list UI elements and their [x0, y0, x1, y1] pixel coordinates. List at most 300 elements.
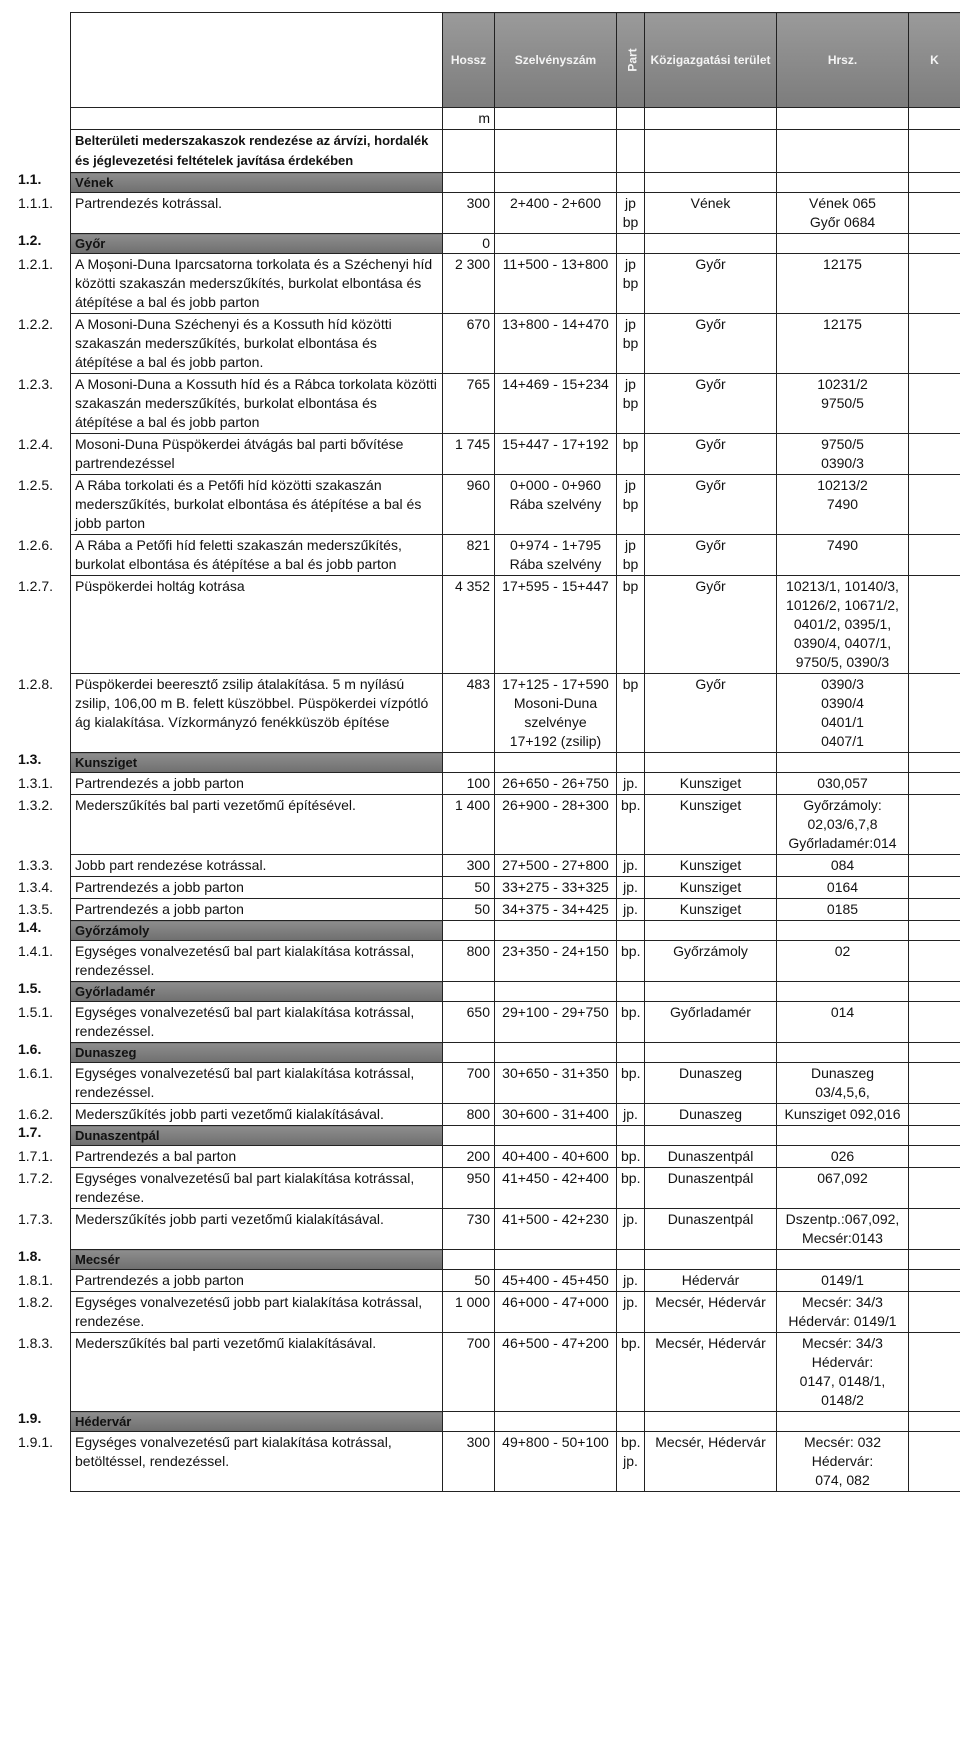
item-number: 1.3.5.: [18, 900, 54, 917]
item-chainage: 11+500 - 13+800: [495, 254, 617, 314]
empty-cell: [909, 234, 960, 254]
empty-cell: [909, 1168, 960, 1209]
header-row: [71, 13, 960, 108]
table-row: [71, 374, 960, 434]
item-bank: bp: [617, 434, 645, 475]
item-bank: jp bp: [617, 193, 645, 234]
table-row: [71, 314, 960, 374]
item-parcel: 12175: [777, 254, 909, 314]
table-row: [71, 1333, 960, 1412]
empty-cell: [909, 674, 960, 753]
empty-cell: [645, 921, 777, 941]
item-description: Mederszűkítés bal parti vezetőmű kialakításával.: [71, 1333, 443, 1412]
section-number: 1.7.: [18, 1123, 42, 1140]
item-chainage: 30+650 - 31+350: [495, 1063, 617, 1104]
item-number: 1.2.4.: [18, 435, 54, 452]
empty-cell: [777, 234, 909, 254]
empty-cell: [909, 1126, 960, 1146]
empty-cell: [909, 374, 960, 434]
empty-cell: [909, 314, 960, 374]
empty-cell: [909, 434, 960, 475]
item-number: 1.8.3.: [18, 1334, 54, 1351]
item-bank: jp.: [617, 1292, 645, 1333]
section-number: 1.6.: [18, 1040, 42, 1057]
item-bank: jp bp: [617, 374, 645, 434]
item-number: 1.5.1.: [18, 1003, 54, 1020]
item-description: Egységes vonalvezetésű bal part kialakítása kotrással, rendezéssel.: [71, 1063, 443, 1104]
item-length: 50: [443, 1270, 495, 1292]
empty-cell: [909, 753, 960, 773]
item-chainage: 30+600 - 31+400: [495, 1104, 617, 1126]
item-description: Egységes vonalvezetésű part kialakítása kotrással, betöltéssel, rendezéssel.: [71, 1432, 443, 1492]
item-admin-area: Mecsér, Hédervár: [645, 1292, 777, 1333]
item-description: A Rába torkolati és a Petőfi híd közötti szakaszán mederszűkítés, burkolat elbontása és átépítése a bal és jobb parton: [71, 475, 443, 535]
item-length: 1 745: [443, 434, 495, 475]
empty-cell: [495, 234, 617, 254]
empty-cell: [909, 1209, 960, 1250]
table-row: [71, 1292, 960, 1333]
item-number: 1.3.4.: [18, 878, 54, 895]
empty-cell: [909, 1412, 960, 1432]
item-chainage: 17+595 - 15+447: [495, 576, 617, 674]
item-length: 730: [443, 1209, 495, 1250]
empty-cell: [909, 1002, 960, 1043]
empty-cell: [617, 1412, 645, 1432]
item-parcel: 0185: [777, 899, 909, 921]
section-number: 1.3.: [18, 750, 42, 767]
item-admin-area: Dunaszentpál: [645, 1146, 777, 1168]
item-description: Mederszűkítés jobb parti vezetőmű kialakításával.: [71, 1104, 443, 1126]
item-admin-area: Győr: [645, 475, 777, 535]
section-length: [443, 1412, 495, 1432]
section-title: Hédervár: [71, 1412, 443, 1432]
section-number: 1.4.: [18, 918, 42, 935]
empty-cell: [617, 982, 645, 1002]
empty-cell: [617, 1043, 645, 1063]
table-row: [71, 877, 960, 899]
empty-cell: [617, 921, 645, 941]
item-number: 1.3.3.: [18, 856, 54, 873]
item-parcel: Dszentp.:067,092, Mecsér:0143: [777, 1209, 909, 1250]
item-bank: bp: [617, 576, 645, 674]
item-bank: jp.: [617, 877, 645, 899]
empty-cell: [909, 1333, 960, 1412]
empty-cell: [777, 1126, 909, 1146]
empty-cell: [777, 753, 909, 773]
section-number: 1.8.: [18, 1247, 42, 1264]
item-bank: jp.: [617, 855, 645, 877]
item-parcel: 0149/1: [777, 1270, 909, 1292]
item-parcel: 030,057: [777, 773, 909, 795]
table-row: [71, 1270, 960, 1292]
item-length: 300: [443, 855, 495, 877]
item-chainage: 33+275 - 33+325: [495, 877, 617, 899]
empty-cell: [617, 173, 645, 193]
section-title: Vének: [71, 173, 443, 193]
empty-cell: [909, 475, 960, 535]
table-row: [71, 1104, 960, 1126]
item-length: 4 352: [443, 576, 495, 674]
item-length: 700: [443, 1063, 495, 1104]
item-chainage: 15+447 - 17+192: [495, 434, 617, 475]
section-row: [71, 234, 960, 254]
item-number: 1.2.6.: [18, 536, 54, 553]
item-admin-area: Győrzámoly: [645, 941, 777, 982]
item-number: 1.2.3.: [18, 375, 54, 392]
unit-row: [71, 108, 960, 130]
item-chainage: 14+469 - 15+234: [495, 374, 617, 434]
item-chainage: 34+375 - 34+425: [495, 899, 617, 921]
item-length: 483: [443, 674, 495, 753]
item-chainage: 46+500 - 47+200: [495, 1333, 617, 1412]
item-admin-area: Győr: [645, 374, 777, 434]
item-number: 1.6.2.: [18, 1105, 54, 1122]
table-row: [71, 434, 960, 475]
item-parcel: 0164: [777, 877, 909, 899]
item-admin-area: Győr: [645, 535, 777, 576]
item-number: 1.2.7.: [18, 577, 54, 594]
empty-cell: [909, 535, 960, 576]
item-admin-area: Dunaszentpál: [645, 1209, 777, 1250]
item-admin-area: Kunsziget: [645, 899, 777, 921]
table-row: [71, 855, 960, 877]
item-admin-area: Mecsér, Hédervár: [645, 1333, 777, 1412]
item-number: 1.6.1.: [18, 1064, 54, 1081]
item-length: 200: [443, 1146, 495, 1168]
item-parcel: Mecsér: 34/3 Hédervár: 0149/1: [777, 1292, 909, 1333]
empty-cell: [909, 173, 960, 193]
item-parcel: Győrzámoly: 02,03/6,7,8 Győrladamér:014: [777, 795, 909, 855]
empty-cell: [645, 173, 777, 193]
empty-cell: [777, 982, 909, 1002]
item-number: 1.8.2.: [18, 1293, 54, 1310]
item-bank: jp bp: [617, 254, 645, 314]
item-parcel: 9750/5 0390/3: [777, 434, 909, 475]
item-chainage: 26+650 - 26+750: [495, 773, 617, 795]
item-bank: bp. jp.: [617, 1432, 645, 1492]
section-title: Dunaszeg: [71, 1043, 443, 1063]
item-parcel: 10231/2 9750/5: [777, 374, 909, 434]
item-description: A Rába a Petőfi híd feletti szakaszán mederszűkítés, burkolat elbontása és átépítése a bal és jobb parton: [71, 535, 443, 576]
item-number: 1.8.1.: [18, 1271, 54, 1288]
header-bank: Part: [617, 13, 645, 108]
header-description: [71, 13, 443, 108]
empty-cell: [645, 1412, 777, 1432]
empty-cell: [909, 899, 960, 921]
table-row: [71, 1063, 960, 1104]
item-description: Partrendezés a jobb parton: [71, 877, 443, 899]
item-description: A Mosoni-Duna a Kossuth híd és a Rábca torkolata közötti szakaszán mederszűkítés, burkolat elbontása és átépítése a bal és jobb parton: [71, 374, 443, 434]
empty-cell: [909, 1063, 960, 1104]
empty-cell: [495, 1250, 617, 1270]
empty-cell: [777, 1412, 909, 1432]
section-length: [443, 173, 495, 193]
section-row: [71, 1250, 960, 1270]
item-description: Partrendezés a bal parton: [71, 1146, 443, 1168]
section-length: 0: [443, 234, 495, 254]
item-bank: bp.: [617, 1333, 645, 1412]
header-extra: K: [909, 13, 960, 108]
empty-cell: [645, 1043, 777, 1063]
item-admin-area: Győr: [645, 576, 777, 674]
item-description: Jobb part rendezése kotrással.: [71, 855, 443, 877]
header-chainage: Szelvényszám: [495, 13, 617, 108]
item-length: 950: [443, 1168, 495, 1209]
item-number: 1.7.1.: [18, 1147, 54, 1164]
item-chainage: 49+800 - 50+100: [495, 1432, 617, 1492]
item-parcel: 10213/2 7490: [777, 475, 909, 535]
section-number: 1.5.: [18, 979, 42, 996]
empty-cell: [909, 855, 960, 877]
table-row: [71, 773, 960, 795]
table-row: [71, 1146, 960, 1168]
item-length: 765: [443, 374, 495, 434]
item-bank: bp.: [617, 795, 645, 855]
empty-cell: [645, 234, 777, 254]
section-length: [443, 1250, 495, 1270]
section-length: [443, 982, 495, 1002]
item-parcel: 12175: [777, 314, 909, 374]
item-length: 800: [443, 1104, 495, 1126]
item-length: 50: [443, 899, 495, 921]
item-length: 300: [443, 193, 495, 234]
item-admin-area: Dunaszeg: [645, 1063, 777, 1104]
item-parcel: Mecsér: 34/3 Hédervár: 0147, 0148/1, 0148/2: [777, 1333, 909, 1412]
section-number: 1.9.: [18, 1409, 42, 1426]
item-parcel: 067,092: [777, 1168, 909, 1209]
empty-cell: [909, 1270, 960, 1292]
item-admin-area: Kunsziget: [645, 773, 777, 795]
table-row: [71, 193, 960, 234]
table-row: [71, 1002, 960, 1043]
item-bank: bp.: [617, 941, 645, 982]
empty-cell: [645, 753, 777, 773]
item-admin-area: Mecsér, Hédervár: [645, 1432, 777, 1492]
item-length: 960: [443, 475, 495, 535]
empty-cell: [495, 753, 617, 773]
item-length: 670: [443, 314, 495, 374]
empty-cell: [495, 1412, 617, 1432]
item-chainage: 0+974 - 1+795 Rába szelvény: [495, 535, 617, 576]
empty-cell: [909, 1043, 960, 1063]
item-admin-area: Kunsziget: [645, 795, 777, 855]
section-title: Győrzámoly: [71, 921, 443, 941]
item-parcel: 10213/1, 10140/3, 10126/2, 10671/2, 0401/2, 0395/1, 0390/4, 0407/1, 9750/5, 0390/3: [777, 576, 909, 674]
item-chainage: 45+400 - 45+450: [495, 1270, 617, 1292]
section-title: Győrladamér: [71, 982, 443, 1002]
item-chainage: 27+500 - 27+800: [495, 855, 617, 877]
table-row: [71, 475, 960, 535]
item-number: 1.1.1.: [18, 194, 54, 211]
item-admin-area: Győr: [645, 434, 777, 475]
empty-cell: [777, 1043, 909, 1063]
item-description: Mederszűkítés bal parti vezetőmű építésével.: [71, 795, 443, 855]
item-number: 1.2.2.: [18, 315, 54, 332]
section-title: Kunsziget: [71, 753, 443, 773]
item-description: Partrendezés a jobb parton: [71, 899, 443, 921]
item-number: 1.3.2.: [18, 796, 54, 813]
section-row: [71, 921, 960, 941]
table-row: [71, 1209, 960, 1250]
item-bank: jp.: [617, 1209, 645, 1250]
item-parcel: 084: [777, 855, 909, 877]
item-chainage: 41+450 - 42+400: [495, 1168, 617, 1209]
empty-cell: [777, 1250, 909, 1270]
item-parcel: 014: [777, 1002, 909, 1043]
empty-cell: [909, 773, 960, 795]
item-parcel: 0390/3 0390/4 0401/1 0407/1: [777, 674, 909, 753]
table-row: [71, 1432, 960, 1492]
empty-cell: [909, 576, 960, 674]
item-admin-area: Dunaszeg: [645, 1104, 777, 1126]
item-description: Mosoni-Duna Püspökerdei átvágás bal parti bővítése partrendezéssel: [71, 434, 443, 475]
empty-cell: [495, 173, 617, 193]
intro-row: [71, 130, 960, 173]
item-admin-area: Hédervár: [645, 1270, 777, 1292]
table-row: [71, 1168, 960, 1209]
item-chainage: 46+000 - 47+000: [495, 1292, 617, 1333]
intro-title: Belterületi mederszakaszok rendezése az árvízi, hordalék és jéglevezetési feltételek javítása érdekében: [71, 130, 443, 173]
item-parcel: Mecsér: 032 Hédervár: 074, 082: [777, 1432, 909, 1492]
item-length: 821: [443, 535, 495, 576]
item-number: 1.4.1.: [18, 942, 54, 959]
item-description: A Moșoni-Duna Iparcsatorna torkolata és a Széchenyi híd közötti szakaszán mederszűkítés, burkolat elbontása és átépítése a bal és jobb parton: [71, 254, 443, 314]
item-bank: bp.: [617, 1063, 645, 1104]
item-length: 50: [443, 877, 495, 899]
item-chainage: 40+400 - 40+600: [495, 1146, 617, 1168]
item-description: Egységes vonalvezetésű jobb part kialakítása kotrással, rendezése.: [71, 1292, 443, 1333]
item-bank: jp bp: [617, 475, 645, 535]
item-admin-area: Győr: [645, 674, 777, 753]
empty-cell: [495, 1126, 617, 1146]
item-description: Egységes vonalvezetésű bal part kialakítása kotrással, rendezéssel.: [71, 1002, 443, 1043]
item-parcel: Dunaszeg 03/4,5,6,: [777, 1063, 909, 1104]
item-bank: jp bp: [617, 535, 645, 576]
item-parcel: Vének 065 Győr 0684: [777, 193, 909, 234]
table-row: [71, 674, 960, 753]
section-row: [71, 173, 960, 193]
section-length: [443, 753, 495, 773]
item-admin-area: Győr: [645, 314, 777, 374]
section-title: Dunaszentpál: [71, 1126, 443, 1146]
item-parcel: Kunsziget 092,016: [777, 1104, 909, 1126]
item-description: Partrendezés a jobb parton: [71, 1270, 443, 1292]
item-number: 1.9.1.: [18, 1433, 54, 1450]
item-length: 300: [443, 1432, 495, 1492]
empty-cell: [909, 1250, 960, 1270]
empty-cell: [909, 941, 960, 982]
item-admin-area: Kunsziget: [645, 855, 777, 877]
item-parcel: 7490: [777, 535, 909, 576]
empty-cell: [645, 1126, 777, 1146]
empty-cell: [909, 1292, 960, 1333]
item-number: 1.3.1.: [18, 774, 54, 791]
item-bank: jp.: [617, 773, 645, 795]
item-number: 1.2.8.: [18, 675, 54, 692]
empty-cell: [909, 1146, 960, 1168]
empty-cell: [777, 173, 909, 193]
item-number: 1.2.1.: [18, 255, 54, 272]
section-row: [71, 982, 960, 1002]
empty-cell: [909, 254, 960, 314]
section-title: Győr: [71, 234, 443, 254]
empty-cell: [495, 1043, 617, 1063]
section-number: 1.1.: [18, 170, 42, 187]
item-number: 1.7.3.: [18, 1210, 54, 1227]
header-admin-area: Közigazgatási terület: [645, 13, 777, 108]
item-number: 1.2.5.: [18, 476, 54, 493]
section-title: Mecsér: [71, 1250, 443, 1270]
empty-cell: [909, 193, 960, 234]
empty-cell: [909, 921, 960, 941]
item-chainage: 17+125 - 17+590 Mosoni-Duna szelvénye 17+192 (zsilip): [495, 674, 617, 753]
item-chainage: 41+500 - 42+230: [495, 1209, 617, 1250]
item-description: Egységes vonalvezetésű bal part kialakítása kotrással, rendezéssel.: [71, 941, 443, 982]
item-description: Partrendezés kotrással.: [71, 193, 443, 234]
item-number: 1.7.2.: [18, 1169, 54, 1186]
header-length: Hossz: [443, 13, 495, 108]
item-description: Püspökerdei beeresztő zsilip átalakítása. 5 m nyílású zsilip, 106,00 m B. felett küszöbbel. Püspökerdei vízpótló ág kialakítása. Vízkormányzó fenékküszöb építése: [71, 674, 443, 753]
item-length: 650: [443, 1002, 495, 1043]
empty-cell: [617, 234, 645, 254]
item-bank: bp.: [617, 1168, 645, 1209]
empty-cell: [617, 1126, 645, 1146]
item-description: Egységes vonalvezetésű bal part kialakítása kotrással, rendezése.: [71, 1168, 443, 1209]
item-bank: bp: [617, 674, 645, 753]
item-chainage: 23+350 - 24+150: [495, 941, 617, 982]
item-admin-area: Kunsziget: [645, 877, 777, 899]
item-description: Püspökerdei holtág kotrása: [71, 576, 443, 674]
item-length: 800: [443, 941, 495, 982]
empty-cell: [645, 1250, 777, 1270]
item-chainage: 13+800 - 14+470: [495, 314, 617, 374]
section-length: [443, 1126, 495, 1146]
table-row: [71, 576, 960, 674]
empty-cell: [909, 795, 960, 855]
item-parcel: 02: [777, 941, 909, 982]
header-parcel: Hrsz.: [777, 13, 909, 108]
item-length: 1 400: [443, 795, 495, 855]
section-length: [443, 921, 495, 941]
unit-label: m: [443, 108, 495, 130]
item-chainage: 26+900 - 28+300: [495, 795, 617, 855]
item-bank: bp.: [617, 1002, 645, 1043]
item-description: A Mosoni-Duna Széchenyi és a Kossuth híd közötti szakaszán mederszűkítés, burkolat elbontása és átépítése a bal és jobb parton.: [71, 314, 443, 374]
item-chainage: 29+100 - 29+750: [495, 1002, 617, 1043]
item-bank: jp.: [617, 1104, 645, 1126]
item-length: 100: [443, 773, 495, 795]
empty-cell: [495, 982, 617, 1002]
section-row: [71, 1126, 960, 1146]
item-bank: jp bp: [617, 314, 645, 374]
empty-cell: [909, 1104, 960, 1126]
empty-cell: [617, 1250, 645, 1270]
table-row: [71, 254, 960, 314]
item-admin-area: Vének: [645, 193, 777, 234]
section-row: [71, 1043, 960, 1063]
empty-cell: [909, 982, 960, 1002]
item-parcel: 026: [777, 1146, 909, 1168]
empty-cell: [617, 753, 645, 773]
empty-cell: [645, 982, 777, 1002]
item-bank: jp.: [617, 899, 645, 921]
table-row: [71, 941, 960, 982]
section-row: [71, 1412, 960, 1432]
item-length: 1 000: [443, 1292, 495, 1333]
item-admin-area: Győr: [645, 254, 777, 314]
table-row: [71, 899, 960, 921]
item-length: 2 300: [443, 254, 495, 314]
